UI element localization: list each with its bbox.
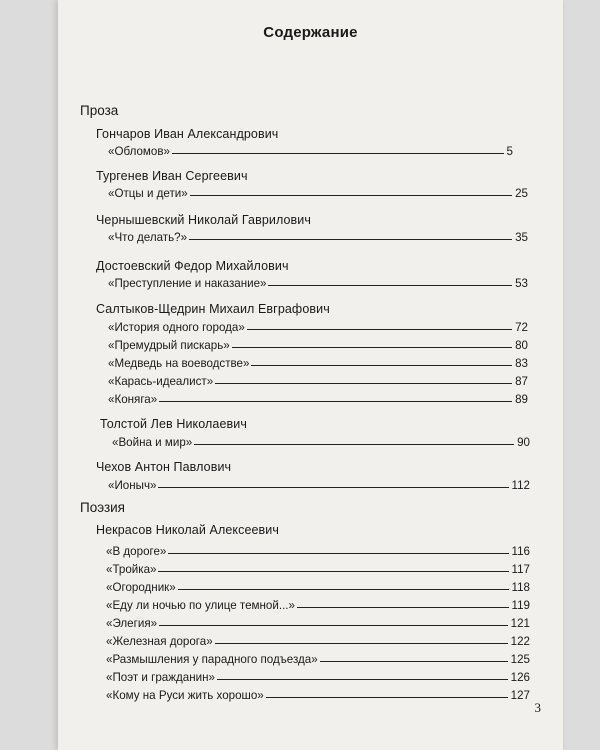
work-page: 118 [511, 581, 530, 594]
work-page: 122 [510, 635, 530, 648]
work-page: 117 [511, 563, 530, 576]
work-title: «Кому на Руси жить хорошо» [106, 689, 264, 702]
toc-entry [108, 145, 513, 158]
work-page: 116 [511, 545, 530, 558]
work-page: 35 [515, 231, 528, 244]
leader-line [194, 443, 514, 445]
work-title: «Поэт и гражданин» [106, 671, 215, 684]
toc-entry [108, 479, 530, 492]
work-title: «Коняга» [108, 393, 158, 406]
work-page: 89 [515, 393, 528, 406]
toc-entry [108, 277, 528, 290]
work-title: «Обломов» [108, 145, 170, 158]
toc-entry [108, 375, 528, 388]
leader-line [215, 382, 512, 384]
toc-entry [106, 689, 530, 702]
work-page: 83 [515, 357, 528, 370]
work-page: 80 [515, 339, 528, 352]
work-title: «Размышления у парадного подъезда» [106, 653, 318, 666]
author-name: Чернышевский Николай Гаврилович [96, 213, 311, 227]
book-page [58, 0, 563, 750]
toc-entry [106, 635, 530, 648]
work-title: «Премудрый пискарь» [108, 339, 230, 352]
toc-entry [106, 671, 530, 684]
author-name: Тургенев Иван Сергеевич [96, 169, 248, 183]
work-title: «Карась-идеалист» [108, 375, 214, 388]
work-title: «Война и мир» [112, 436, 193, 449]
toc-entry [108, 393, 528, 406]
toc-entry [106, 653, 530, 666]
leader-line [172, 152, 504, 154]
section-heading-poetry: Поэзия [80, 500, 125, 515]
toc-entry [106, 563, 530, 576]
leader-line [178, 588, 509, 590]
work-title: «В дороге» [106, 545, 167, 558]
toc-entry [108, 187, 528, 200]
author-name: Чехов Антон Павлович [96, 460, 232, 474]
leader-line [268, 284, 512, 286]
work-title: «Тройка» [106, 563, 157, 576]
work-page: 112 [511, 479, 530, 492]
work-title: «Медведь на воеводстве» [108, 357, 250, 370]
toc-entry [106, 599, 530, 612]
author-name: Некрасов Николай Алексеевич [96, 523, 279, 537]
toc-entry [108, 321, 528, 334]
page-title: Содержание [263, 24, 358, 41]
work-page: 72 [515, 321, 528, 334]
work-page: 87 [515, 375, 528, 388]
work-page: 5 [506, 145, 513, 158]
work-page: 126 [510, 671, 530, 684]
work-page: 127 [510, 689, 530, 702]
leader-line [320, 660, 508, 662]
work-page: 25 [515, 187, 528, 200]
leader-line [266, 696, 508, 698]
leader-line [159, 400, 512, 402]
work-title: «Отцы и дети» [108, 187, 188, 200]
leader-line [190, 194, 512, 196]
toc-entry [106, 545, 530, 558]
work-page: 121 [510, 617, 530, 630]
work-title: «Огородник» [106, 581, 176, 594]
leader-line [251, 364, 512, 366]
toc-entry [108, 357, 528, 370]
page-number: 3 [534, 700, 541, 715]
leader-line [215, 642, 508, 644]
toc-entry [106, 617, 530, 630]
leader-line [247, 328, 512, 330]
leader-line [297, 606, 509, 608]
toc-entry [108, 231, 528, 244]
toc-entry [112, 436, 530, 449]
work-title: «Ионыч» [108, 479, 157, 492]
author-name: Гончаров Иван Александрович [96, 127, 279, 141]
work-title: «Еду ли ночью по улице темной...» [106, 599, 295, 612]
work-page: 53 [515, 277, 528, 290]
leader-line [189, 238, 512, 240]
work-title: «Железная дорога» [106, 635, 213, 648]
leader-line [159, 624, 508, 626]
leader-line [158, 570, 508, 572]
author-name: Достоевский Федор Михайлович [96, 259, 289, 273]
work-page: 125 [510, 653, 530, 666]
work-title: «Преступление и наказание» [108, 277, 267, 290]
leader-line [158, 486, 508, 488]
author-name: Толстой Лев Николаевич [100, 417, 247, 431]
work-page: 119 [511, 599, 530, 612]
section-heading-prose: Проза [80, 103, 119, 118]
work-title: «История одного города» [108, 321, 245, 334]
leader-line [217, 678, 508, 680]
work-title: «Элегия» [106, 617, 158, 630]
toc-entry [108, 339, 528, 352]
leader-line [232, 346, 512, 348]
author-name: Салтыков-Щедрин Михаил Евграфович [96, 302, 330, 316]
work-title: «Что делать?» [108, 231, 188, 244]
toc-entry [106, 581, 530, 594]
work-page: 90 [517, 436, 530, 449]
leader-line [168, 552, 508, 554]
